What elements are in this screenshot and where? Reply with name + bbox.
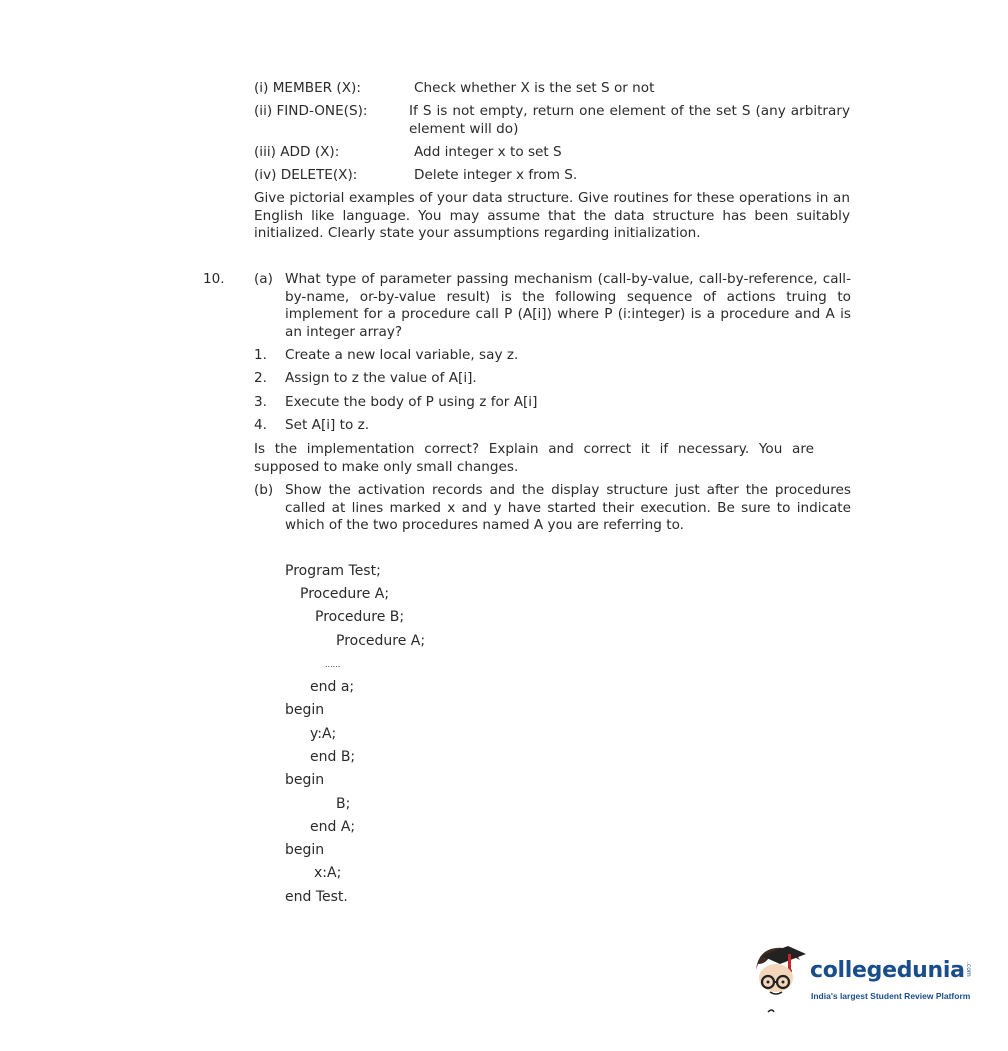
- code-line: x:A;: [314, 865, 342, 881]
- op-label-add: (iii) ADD (X):: [254, 144, 340, 160]
- op-desc-delete: Delete integer x from S.: [414, 167, 578, 183]
- collegedunia-logo: [748, 942, 978, 1022]
- code-line: begin: [285, 842, 325, 858]
- code-line: y:A;: [310, 726, 337, 742]
- step-text: Assign to z the value of A[i].: [285, 370, 477, 386]
- code-line: Procedure B;: [315, 609, 405, 625]
- op-label-member: (i) MEMBER (X):: [254, 80, 361, 96]
- step-text: Set A[i] to z.: [285, 417, 370, 433]
- instruction-paragraph: Give pictorial examples of your data structure. Give routines for these operations in an English like language. You may assume that the data structure has been suitably initialized. Clearly state your assumptions regarding initialization.: [254, 190, 850, 241]
- part-b-text: Show the activation records and the display structure just after the procedures called at lines marked x and y have started their execution. Be sure to indicate which of the two procedures named A you are referring to.: [285, 482, 851, 533]
- question-number: 10.: [203, 271, 225, 287]
- code-line: ......: [325, 660, 341, 669]
- step-text: Execute the body of P using z for A[i]: [285, 394, 538, 410]
- op-desc-add: Add integer x to set S: [414, 144, 562, 160]
- op-desc-member: Check whether X is the set S or not: [414, 80, 655, 96]
- code-line: Procedure A;: [336, 633, 426, 649]
- step-number: 4.: [254, 417, 267, 433]
- step-text: Create a new local variable, say z.: [285, 347, 519, 363]
- part-b-label: (b): [254, 482, 274, 498]
- code-line: B;: [336, 796, 351, 812]
- op-label-delete: (iv) DELETE(X):: [254, 167, 358, 183]
- step-number: 3.: [254, 394, 267, 410]
- code-line: Procedure A;: [300, 586, 390, 602]
- logo-tagline: India's largest Student Review Platform: [811, 991, 971, 1001]
- op-label-find-one: (ii) FIND-ONE(S):: [254, 103, 368, 119]
- correctness-question: Is the implementation correct? Explain and correct it if necessary. You are supposed to make only small changes.: [254, 441, 814, 475]
- logo-wordmark: collegedunia: [810, 958, 965, 983]
- step-number: 1.: [254, 347, 267, 363]
- step-number: 2.: [254, 370, 267, 386]
- code-line: end A;: [310, 819, 356, 835]
- code-line: end a;: [310, 679, 355, 695]
- code-line: end Test.: [285, 889, 348, 905]
- code-line: begin: [285, 702, 325, 718]
- op-desc-find-one: If S is not empty, return one element of the set S (any arbitrary element will do): [409, 103, 850, 137]
- part-a-label: (a): [254, 271, 273, 287]
- mascot-icon: [748, 942, 808, 1022]
- part-a-text: What type of parameter passing mechanism (call-by-value, call-by-reference, call-by-name, or-by-value result) is the following sequence of actions truing to implement for a procedure call P (A[i]) where P (i:integer) is a procedure and A is an integer array?: [285, 271, 851, 340]
- logo-domain-suffix: .com: [965, 962, 972, 977]
- code-line: begin: [285, 772, 325, 788]
- code-line: Program Test;: [285, 563, 381, 579]
- code-line: end B;: [310, 749, 356, 765]
